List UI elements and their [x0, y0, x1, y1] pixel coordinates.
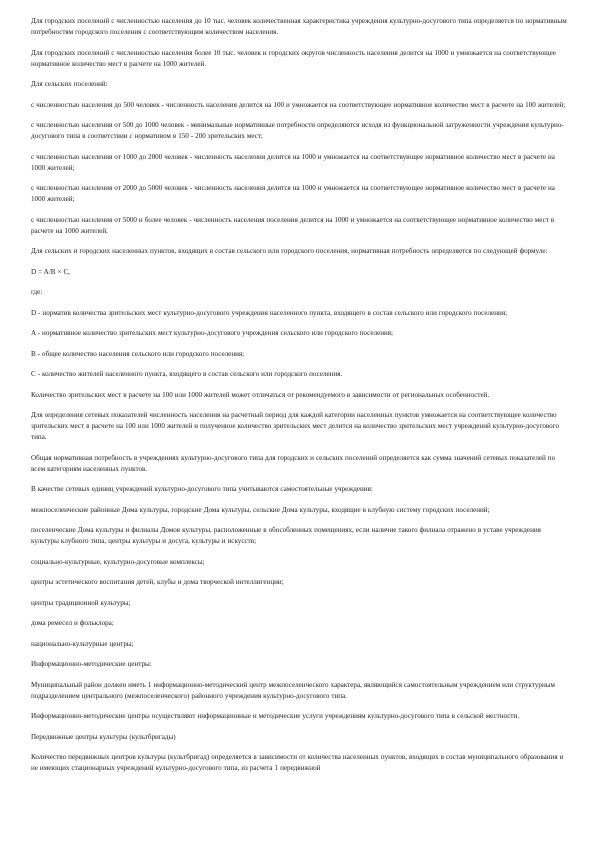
paragraph: поселенческие Дома культуры и филиалы Домов культуры, расположенные в обособленных помещениях, если наличие такого филиала отражено в уставе учреждения культуры клубного типа, центры культуры и досуга, культуры и искусств; — [31, 526, 541, 545]
paragraph: с численностью населения до 500 человек - численность населения делится на 100 и умножается на соответствующее нормативное количество мест в расчете на 100 жителей; — [31, 100, 566, 109]
paragraph: межпоселенческие районные Дома культуры, городские Дома культуры, сельские Дома культуры, входящие в клубную систему городских поселений; — [31, 505, 490, 514]
paragraph: Для городских поселений с численностью населения до 10 тыс. человек количественная характеристика учреждения культурно-досугового типа определяется по нормативным потребностям городского поселения с соответствующим количеством населения. — [31, 17, 567, 36]
paragraph: C - количество жителей населенного пункта, входящего в состав сельского или городского поселения. — [31, 370, 343, 378]
paragraph: Количество зрительских мест в расчете на 100 или 1000 жителей может отличаться от рекомендуемого в зависимости от региональных особенностей. — [31, 390, 490, 399]
paragraph: Для определения сетевых показателей численность населения на расчетный период для каждой категории населенных пунктов умножается на соответствующее количество зрительских мест в расчете на 100 или 1000 жителей и полученное количество зрительских мест делится на количество зрительских мест учреждений культурно-досугового типа. — [31, 411, 560, 441]
paragraph: с численностью населения от 2000 до 5000 человек - численность населения делится на 1000 и умножается на соответствующее нормативное количество мест в расчете на 1000 жителей; — [31, 184, 555, 203]
paragraph: Для сельских поселений: — [31, 80, 108, 88]
paragraph: с численностью населения от 500 до 1000 человек - минимальные нормативные потребности определяются исходя из функциональной загруженности учреждения культурно-досугового типа в соответствии с нормативом в 150 - 200 зрительских мест; — [31, 121, 564, 140]
paragraph: A - нормативное количество зрительских мест культурно-досугового учреждения сельского или городского поселения; — [31, 329, 394, 337]
paragraph: Для сельских и городских населенных пунктов, входящих в состав сельского или городского поселения, нормативная потребность определяется по следующей формуле: — [31, 247, 548, 255]
formula: D = A/B × C, — [31, 267, 70, 276]
paragraph: центры эстетического воспитания детей, клубы и дома творческой интеллигенции; — [31, 578, 284, 586]
paragraph: с численностью населения от 5000 и более человек - численность населения поселения делится на 1000 и умножается на соответствующее нормативное количество мест в расчете на 1000 жителей. — [31, 215, 555, 235]
paragraph: D - норматив количества зрительских мест культурно-досугового учреждения населенного пункта, входящего в состав сельского или городского поселения; — [31, 308, 508, 317]
paragraph: национально-культурные центры; — [31, 639, 134, 648]
paragraph: В качестве сетевых единиц учреждений культурно-досугового типа учитываются самостоятельные учреждения: — [31, 485, 373, 493]
document-body — [31, 16, 567, 784]
paragraph: Количество передвижных центров культуры (культбригад) определяется в зависимости от количества населенных пунктов, входящих в состав муниципального образования и не имеющих стационарных учреждений культурно-досугового типа, из расчета 1 передвижной — [31, 753, 564, 772]
paragraph: социально-культурные, культурно-досуговые комплексы; — [31, 557, 205, 566]
section-heading: Передвижные центры культуры (культбригады) — [31, 732, 176, 741]
paragraph: где: — [31, 288, 43, 296]
section-heading: Информационно-методические центры: — [31, 660, 152, 668]
paragraph: Для городских поселений с численностью населения более 10 тыс. человек и городских округов численность населения делится на 1000 и умножается на соответствующее нормативное количество мест в расчете на 1000 жителей. — [31, 48, 556, 68]
paragraph: Муниципальный район должен иметь 1 информационно-методический центр межпоселенческого характера, являющийся самостоятельным учреждением или структурным подразделением центрального (межпоселенческого) районного учреждения культурно-досугового типа. — [31, 680, 556, 700]
paragraph: с численностью населения от 1000 до 2000 человек - численность населения делится на 1000 и умножается на соответствующее нормативное количество мест в расчете на 1000 жителей; — [31, 152, 555, 172]
paragraph: Информационно-методические центры осуществляют информационные и методические услуги учреждениям культурно-досугового типа в сельской местности. — [31, 712, 520, 720]
paragraph: центры традиционной культуры; — [31, 598, 131, 607]
paragraph: B - общее количество населения сельского или городского поселения; — [31, 349, 245, 358]
paragraph: дома ремесел и фольклора; — [31, 619, 114, 627]
paragraph: Общая нормативная потребность в учреждениях культурно-досугового типа для городских и сельских поселений определяется как сумма значений сетевых показателей по всем категориям населенных пунктов. — [31, 453, 556, 473]
